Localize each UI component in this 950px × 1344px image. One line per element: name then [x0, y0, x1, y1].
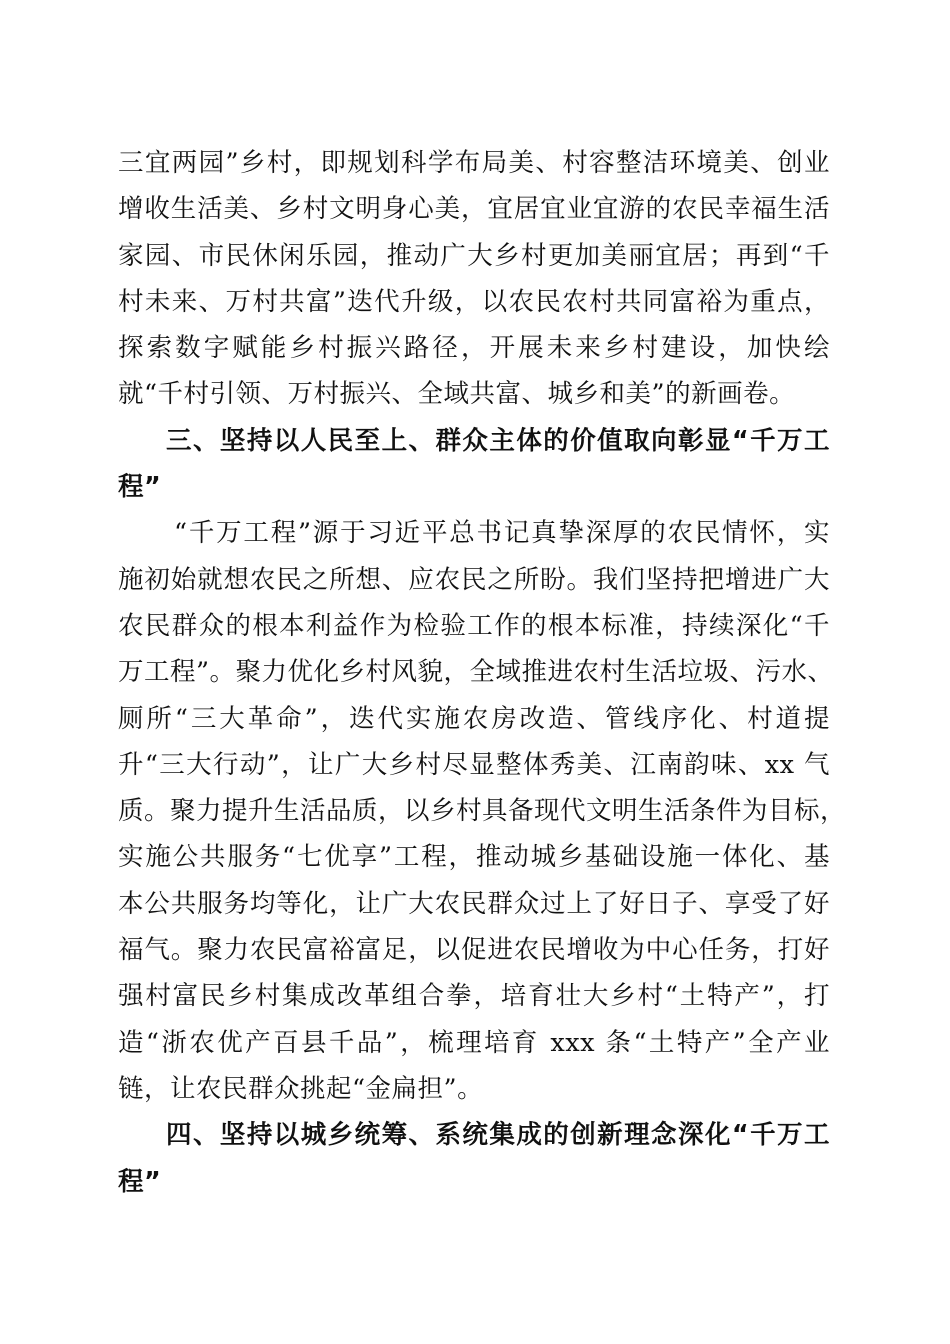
paragraph-2 — [118, 510, 847, 1112]
section-heading-3 — [118, 418, 830, 511]
text-line: 施初始就想农民之所想、应农民之所盼。我们坚持把增进广大 — [118, 564, 830, 595]
text-line: 村未来、万村共富”迭代升级，以农民农村共同富裕为重点， — [118, 286, 830, 317]
text-line: 强村富民乡村集成改革组合拳，培育壮大乡村“土特产”，打 — [118, 981, 830, 1012]
text-line: 本公共服务均等化，让广大农民群众过上了好日子、享受了好 — [118, 888, 830, 919]
paragraph-1 — [118, 140, 830, 418]
document-page — [118, 140, 847, 1205]
text-line: “千万工程”源于习近平总书记真挚深厚的农民情怀，实 — [174, 518, 830, 549]
text-line: 增收生活美、乡村文明身心美，宜居宜业宜游的农民幸福生活 — [118, 194, 830, 225]
heading-line: 四、坚持以城乡统筹、系统集成的创新理念深化“千万工 — [166, 1120, 830, 1151]
text-line: 厕所“三大革命”，迭代实施农房改造、管线序化、村道提 — [118, 703, 830, 734]
text-line: 质。聚力提升生活品质，以乡村具备现代文明生活条件为目标， — [118, 796, 847, 827]
text-line: 升“三大行动”，让广大乡村尽显整体秀美、江南韵味、xx 气 — [118, 749, 830, 780]
text-line: 农民群众的根本利益作为检验工作的根本标准，持续深化“千 — [118, 610, 830, 641]
text-line: 福气。聚力农民富裕富足，以促进农民增收为中心任务，打好 — [118, 935, 830, 966]
text-line: 就“千村引领、万村振兴、全域共富、城乡和美”的新画卷。 — [118, 379, 796, 410]
heading-line: 三、坚持以人民至上、群众主体的价值取向彰显“千万工 — [166, 425, 830, 456]
heading-line: 程” — [118, 1166, 162, 1197]
text-line: 链，让农民群众挑起“金扁担”。 — [118, 1073, 484, 1104]
text-line: 家园、市民休闲乐园，推动广大乡村更加美丽宜居；再到“千 — [118, 240, 830, 271]
text-line: 万工程”。聚力优化乡村风貌，全域推进农村生活垃圾、污水、 — [118, 657, 834, 688]
text-line: 探索数字赋能乡村振兴路径，开展未来乡村建设，加快绘 — [118, 333, 830, 364]
heading-line: 程” — [118, 472, 162, 503]
text-line: 造“浙农优产百县千品”，梳理培育 xxx 条“土特产”全产业 — [118, 1027, 830, 1058]
section-heading-4 — [118, 1112, 830, 1205]
text-line: 三宜两园”乡村，即规划科学布局美、村容整洁环境美、创业 — [118, 148, 830, 178]
text-line: 实施公共服务“七优享”工程，推动城乡基础设施一体化、基 — [118, 842, 830, 873]
